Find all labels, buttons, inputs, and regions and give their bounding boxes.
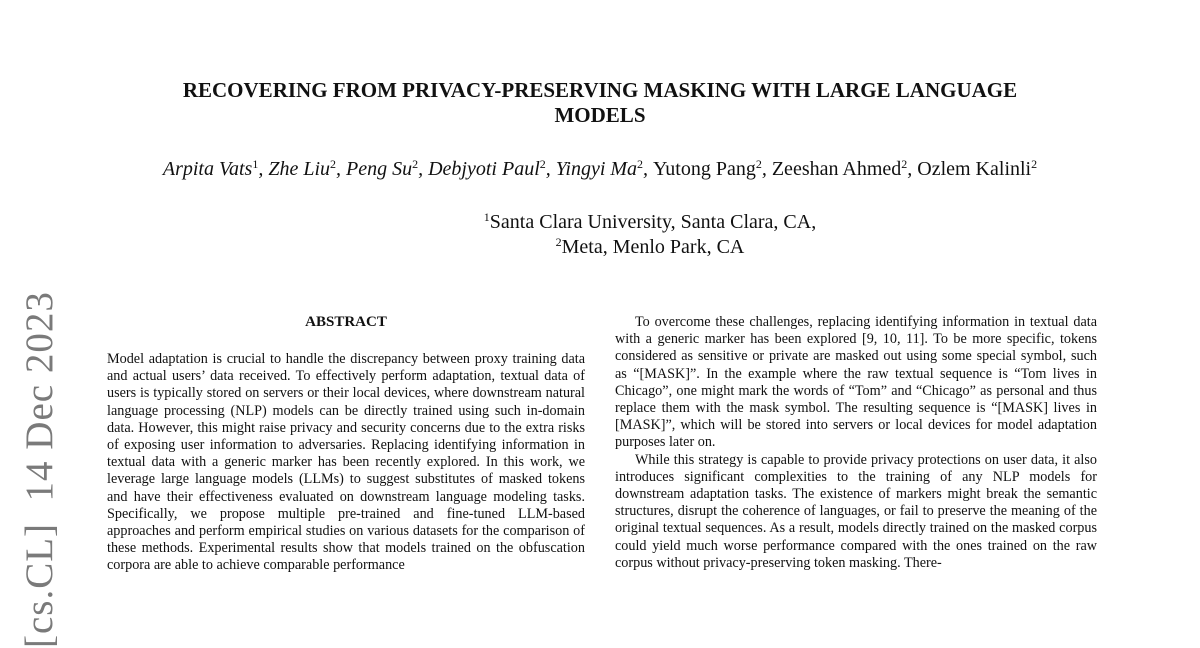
author-affiliation-mark: 2 [901,157,908,171]
affiliation-text: Meta, Menlo Park, CA [561,236,745,258]
author-name: Zeeshan Ahmed [771,158,902,180]
abstract-section [107,351,585,575]
author-name: Debjyoti Paul [428,158,540,180]
author-list: Arpita Vats$^1$, Zhe Liu$^2$, Peng Su$^2$, Debjyoti Paul$^2$, Yingyi Ma$^2$, Yutong Pang$^2$, Zeeshan Ahmed$^2$, Ozlem Kalinli$^2$ [162,157,1038,180]
author-affiliation-mark: 2 [412,157,419,171]
affiliations [0,210,1200,260]
body-paragraph-1: To overcome these challenges, replacing identifying information in textual data with a generic marker has been explored [9, 10, 11]. To be more specific, tokens considered as sensitive or private are masked out using some special symbol, such as “[MASK]”. In the example where the raw textual sequence is “Tom lives in Chicago”, one might mark the words of “Tom” and “Chicago” as personal and thus replace them with the mask symbol. The resulting sequence is “[MASK] lives in [MASK]”, which will be stored into servers or local devices for model adaptation purposes later on. [615,314,1097,451]
affiliation-mark: 2 [555,235,562,249]
author-name: Arpita Vats [162,158,253,180]
body-paragraph-2: While this strategy is capable to provide privacy protections on user data, it also introduces significant complexities to the training of any NLP models for downstream adaptation tasks. The existence of markers might break the semantic structures, disrupt the coherence of languages, or fail to preserve the meaning of the original textual sequences. As a result, models directly trained on the masked corpus could yield much worse performance compared with the ones trained on the raw corpus without privacy-preserving token masking. There- [615,451,1097,571]
arxiv-identifier [20,291,60,648]
affiliation-2 [0,235,1200,260]
title-line-2: MODELS [554,103,646,127]
title-line-1: RECOVERING FROM PRIVACY-PRESERVING MASKING WITH LARGE LANGUAGE [182,78,1018,102]
author-name: Yutong Pang [653,158,756,180]
author-affiliation-mark: 2 [539,157,546,171]
author-affiliation-mark: 2 [637,157,644,171]
author-affiliation-mark: 2 [330,157,337,171]
arxiv-category: [cs.CL] [18,522,61,648]
arxiv-date: 14 Dec 2023 [18,291,61,502]
author-affiliation-mark: 2 [1031,157,1038,171]
author-affiliation-mark: 2 [755,157,762,171]
author-name: Peng Su [346,158,413,180]
author-name: Ozlem Kalinli [917,158,1032,180]
affiliation-mark: 1 [483,210,490,224]
introduction-section [615,314,1097,572]
abstract-text: Model adaptation is crucial to handle the discrepancy between proxy training data and actual users’ data received. To effectively perform adaptation, textual data of users is typically stored on servers or their local devices, where downstream natural language processing (NLP) models can be directly trained using such in-domain data. However, this might raise privacy and security concerns due to the extra risks of exposing user information to adversaries. Replacing identifying information in textual data with a generic marker has been recently explored. In this work, we leverage large language models (LLMs) to suggest substitutes of masked tokens and have their effectiveness evaluated on downstream language modeling tasks. Specifically, we propose multiple pre-trained and fine-tuned LLM-based approaches and perform empirical studies on various datasets for the comparison of these methods. Experimental results show that models trained on the obfuscation corpora are able to achieve comparable performance [107,351,585,574]
abstract-heading: ABSTRACT [305,314,387,330]
affiliation-text: Santa Clara University, Santa Clara, CA, [489,211,817,233]
author-affiliation-mark: 1 [252,157,259,171]
author-name: Zhe Liu [268,158,331,180]
author-name: Yingyi Ma [555,158,638,180]
affiliation-1 [0,210,1200,235]
paper-title [100,78,1100,128]
